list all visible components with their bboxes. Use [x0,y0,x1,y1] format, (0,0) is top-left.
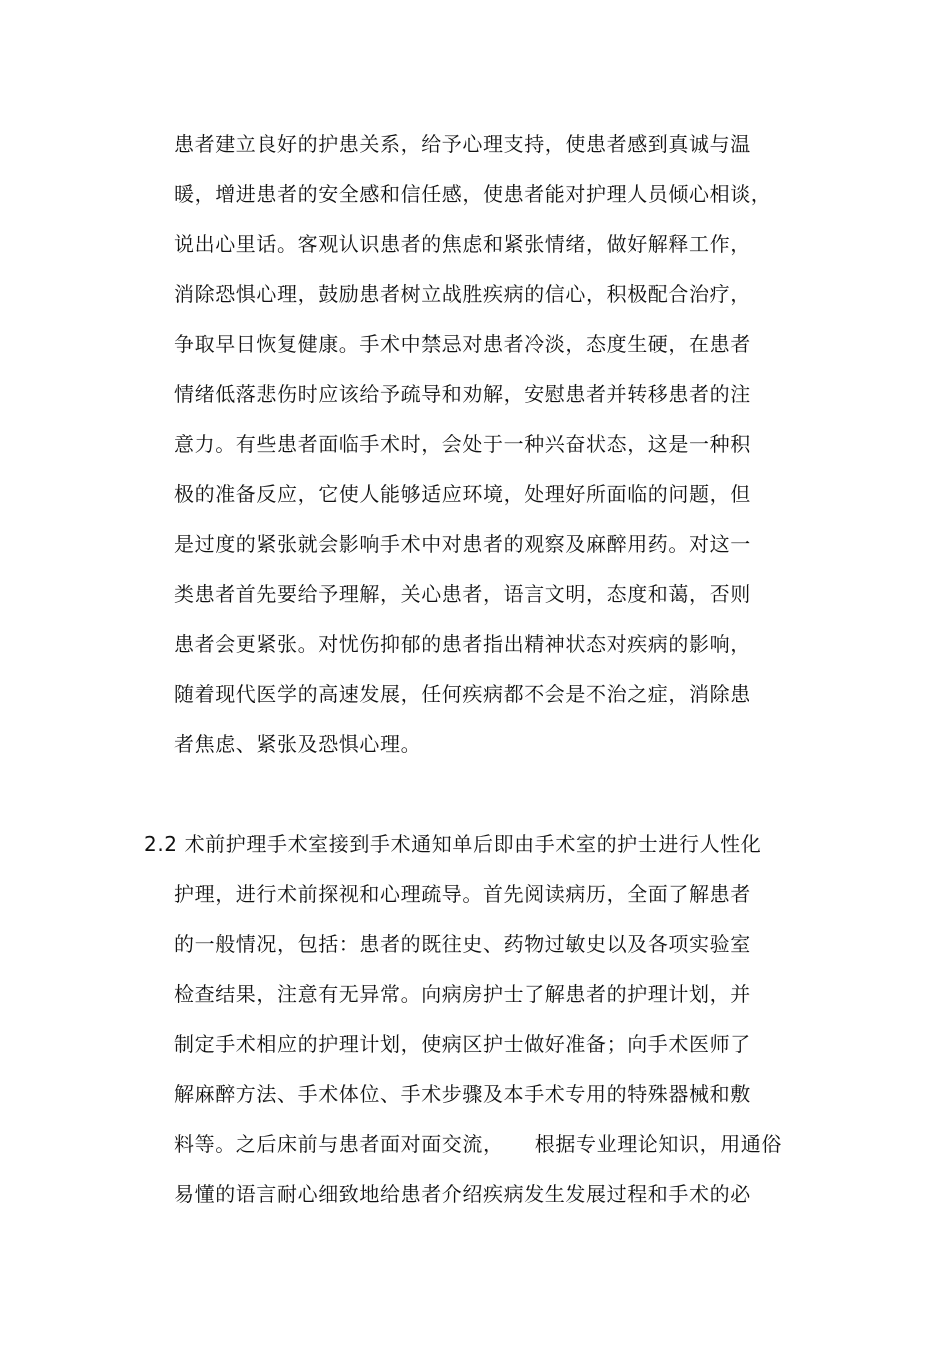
text-line: 是过度的紧张就会影响手术中对患者的观察及麻醉用药。对这一 [174,532,751,556]
text-line: 情绪低落悲伤时应该给予疏导和劝解，安慰患者并转移患者的注 [174,382,751,406]
text-line: 检查结果，注意有无异常。向病房护士了解患者的护理计划，并 [174,982,751,1006]
text-line: 患者建立良好的护患关系，给予心理支持，使患者感到真诚与温 [174,132,751,156]
text-line: 类患者首先要给予理解，关心患者，语言文明，态度和蔼，否则 [174,582,751,606]
text-line: 制定手术相应的护理计划，使病区护士做好准备；向手术医师了 [174,1032,751,1056]
text-line: 极的准备反应，它使人能够适应环境，处理好所面临的问题，但 [174,482,751,506]
text-line: 易懂的语言耐心细致地给患者介绍疾病发生发展过程和手术的必 [174,1182,751,1206]
text-line: 意力。有些患者面临手术时，会处于一种兴奋状态，这是一种积 [174,432,751,456]
text-line: 的一般情况，包括：患者的既往史、药物过敏史以及各项实验室 [174,932,751,956]
text-line: 说出心里话。客观认识患者的焦虑和紧张情绪，做好解释工作， [174,232,751,256]
text-line: 消除恐惧心理，鼓励患者树立战胜疾病的信心，积极配合治疗， [174,282,751,306]
text-line: 随着现代医学的高速发展，任何疾病都不会是不治之症，消除患 [174,682,751,706]
text-line: 争取早日恢复健康。手术中禁忌对患者冷淡，态度生硬，在患者 [174,332,751,356]
text-line: 解麻醉方法、手术体位、手术步骤及本手术专用的特殊器械和敷 [174,1082,751,1106]
text-line: 料等。之后床前与患者面对面交流， 根据专业理论知识，用通俗 [174,1132,782,1156]
text-line: 护理，进行术前探视和心理疏导。首先阅读病历，全面了解患者 [174,882,751,906]
text-line: 暖，增进患者的安全感和信任感，使患者能对护理人员倾心相谈， [174,182,772,206]
section-heading-line: 2.2 术前护理手术室接到手术通知单后即由手术室的护士进行人性化 [144,832,762,856]
text-line: 患者会更紧张。对忧伤抑郁的患者指出精神状态对疾病的影响， [174,632,751,656]
text-line: 者焦虑、紧张及恐惧心理。 [174,732,422,756]
